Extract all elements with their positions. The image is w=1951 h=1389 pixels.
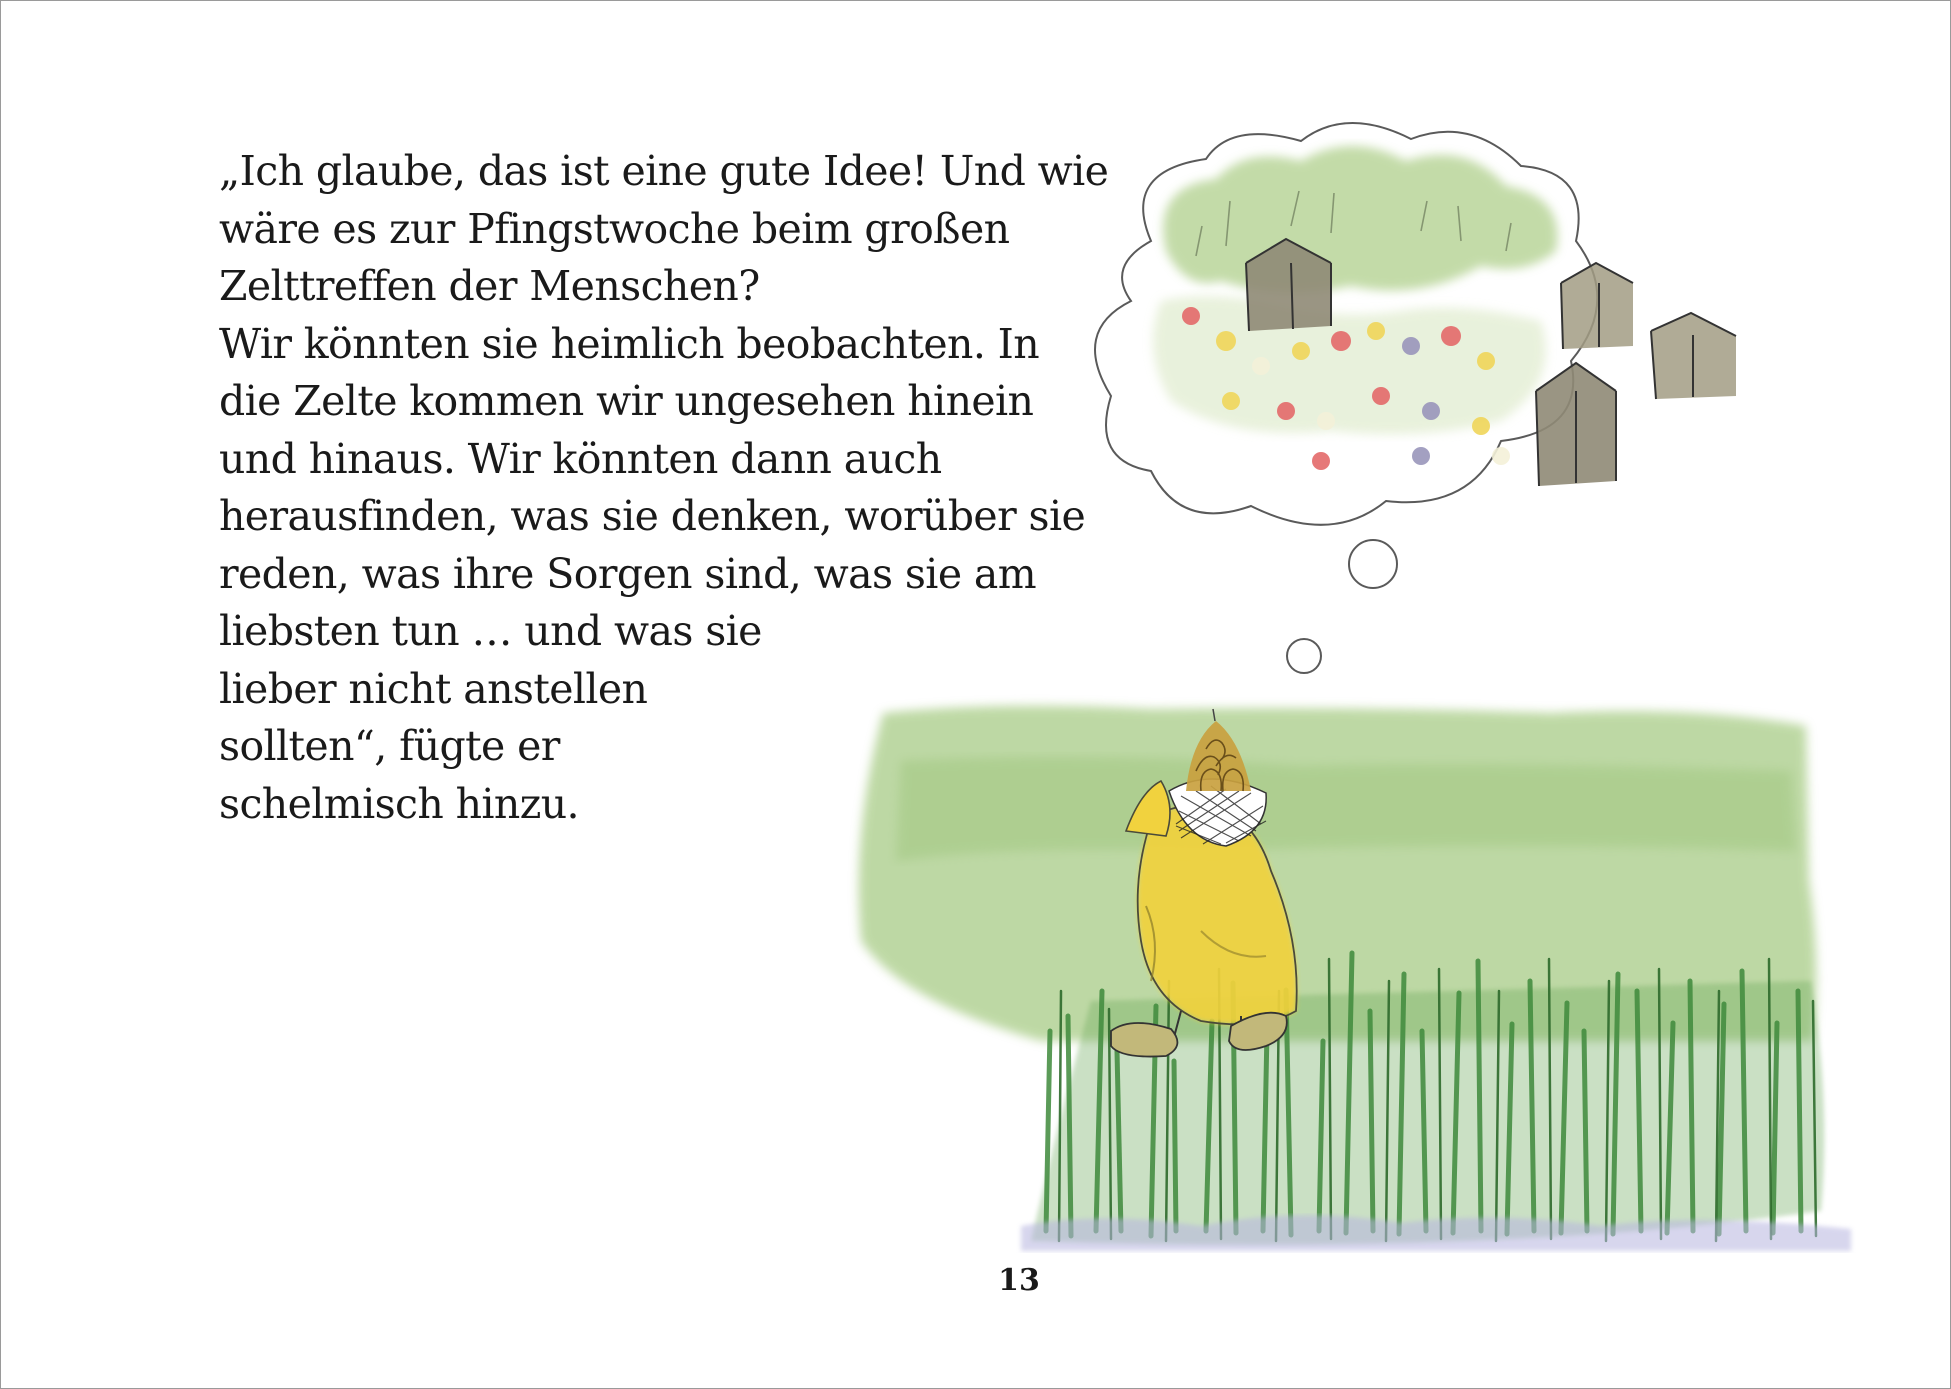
page-number: 13 xyxy=(998,1263,1040,1298)
text-line: und hinaus. Wir könnten dann auch xyxy=(219,434,942,483)
text-line: reden, was ihre Sorgen sind, was sie am xyxy=(219,549,1037,598)
text-line: Wir könnten sie heimlich beobachten. In xyxy=(219,319,1040,368)
tent-icon xyxy=(1651,313,1736,399)
thought-cloud xyxy=(1095,123,1736,525)
text-line: die Zelte kommen wir ungesehen hinein xyxy=(219,377,1034,425)
story-text xyxy=(219,143,1119,833)
thought-bubble xyxy=(1349,540,1397,588)
text-line: „Ich glaube, das ist eine gute Idee! Und wie xyxy=(219,147,1109,195)
text-line: herausfinden, was sie denken, worüber sie xyxy=(219,492,1086,540)
text-line: Zelttreffen der Menschen? xyxy=(219,262,760,310)
text-line: lieber nicht anstellen xyxy=(219,664,648,713)
text-line: liebsten tun … und was sie xyxy=(219,607,762,655)
text-line: sollten“, fügte er xyxy=(219,722,560,770)
tent-icon xyxy=(1536,363,1616,486)
text-line: schelmisch hinzu. xyxy=(219,779,579,828)
thought-bubble xyxy=(1287,639,1321,673)
text-line: wäre es zur Pfingstwoche beim großen xyxy=(219,204,1010,253)
tent-icon xyxy=(1561,263,1633,349)
